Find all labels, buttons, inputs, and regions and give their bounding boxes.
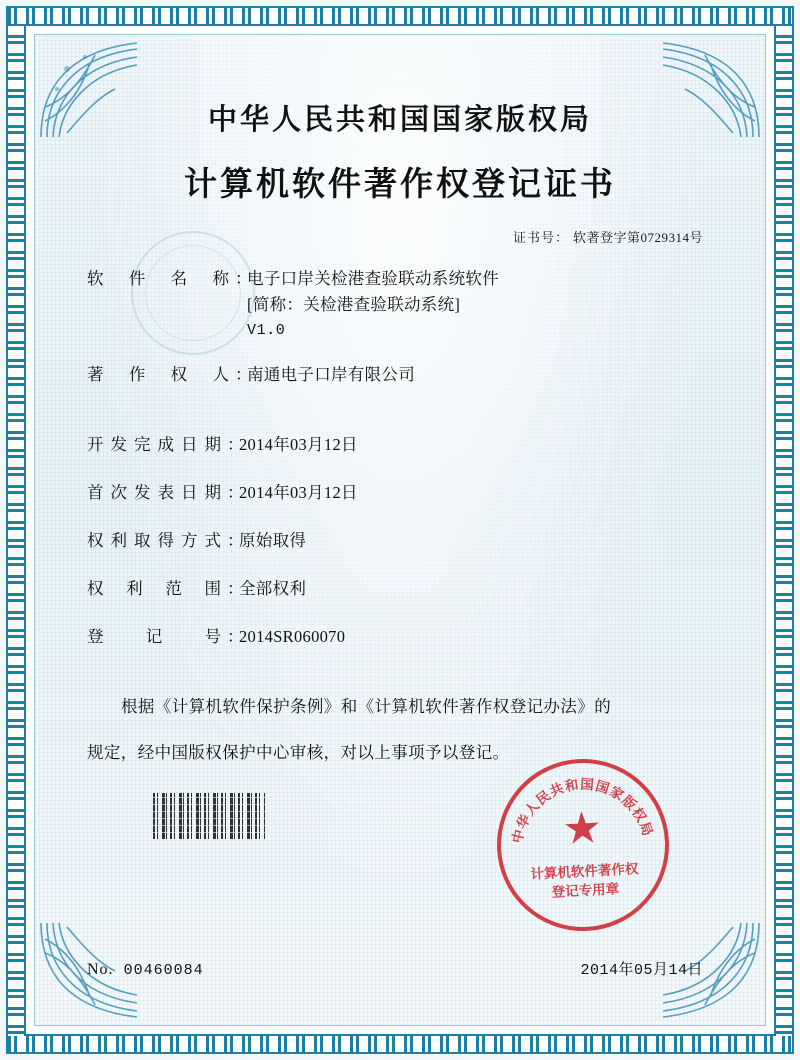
seal-bottom-line-1: 计算机软件著作权: [530, 861, 639, 883]
field-value: 原始取得: [239, 531, 307, 550]
field-label: 权利取得方式: [87, 531, 221, 550]
field-software-name: [87, 266, 713, 344]
field-label: 著作权人: [87, 365, 229, 384]
field-colon: ：: [235, 365, 252, 384]
official-seal: [493, 755, 674, 936]
field-label: 权利范围: [87, 579, 221, 598]
page-title: 中华人民共和国国家版权局: [207, 102, 592, 136]
page-subtitle: 计算机软件著作权登记证书: [184, 164, 616, 203]
field-value-line3: V1.0: [247, 322, 286, 339]
field-copyright-owner: [87, 362, 713, 388]
field-label: 开发完成日期: [87, 435, 221, 454]
field-value: 南通电子口岸有限公司: [247, 365, 415, 384]
certificate-number-label: 证书号：: [512, 230, 569, 245]
field-value-line1: 电子口岸关检港查验联动系统软件: [247, 269, 499, 288]
certificate-number: [87, 227, 713, 246]
seal-bottom-line-2: 登记专用章: [551, 881, 620, 901]
field-label: 首次发表日期: [87, 483, 221, 502]
field-colon: ：: [227, 483, 244, 502]
statement-line-2: 规定，经中国版权保护中心审核，对以上事项予以登记。: [87, 743, 510, 762]
field-value: 2014年03月12日: [239, 435, 358, 454]
statement-line-1: 根据《计算机软件保护条例》和《计算机软件著作权登记办法》的: [121, 697, 612, 716]
serial-value: 00460084: [123, 962, 204, 979]
field-rights-scope: [87, 576, 713, 602]
field-rights-acquisition: [87, 528, 713, 554]
field-label: 软件名称: [87, 269, 229, 288]
field-value: 2014SR060070: [239, 627, 346, 646]
field-colon: ：: [235, 269, 252, 288]
serial-prefix: No.: [87, 961, 114, 978]
field-colon: ：: [227, 531, 244, 550]
field-colon: ：: [227, 435, 244, 454]
field-value: 2014年03月12日: [239, 483, 358, 502]
field-development-date: [87, 432, 713, 458]
field-value-line2: [简称：关检港查验联动系统]: [247, 295, 461, 314]
field-list: [87, 266, 713, 650]
certificate-number-value: 软著登字第0729314号: [572, 230, 703, 245]
field-value: 全部权利: [239, 579, 307, 598]
star-icon: ★: [561, 803, 604, 855]
field-first-publication-date: [87, 480, 713, 506]
certificate-footer: [87, 958, 713, 979]
seal-arc-label: 中华人民共和国国家版权局: [509, 776, 656, 845]
barcode: [153, 793, 265, 839]
field-colon: ：: [227, 627, 244, 646]
issue-date: 2014年05月14日: [580, 962, 703, 979]
field-registration-number: [87, 624, 713, 650]
field-colon: ：: [227, 579, 244, 598]
field-label: 登记号: [87, 627, 221, 646]
serial-number: [87, 961, 204, 979]
guilloche-panel: [34, 34, 766, 1026]
field-value: [247, 266, 713, 344]
